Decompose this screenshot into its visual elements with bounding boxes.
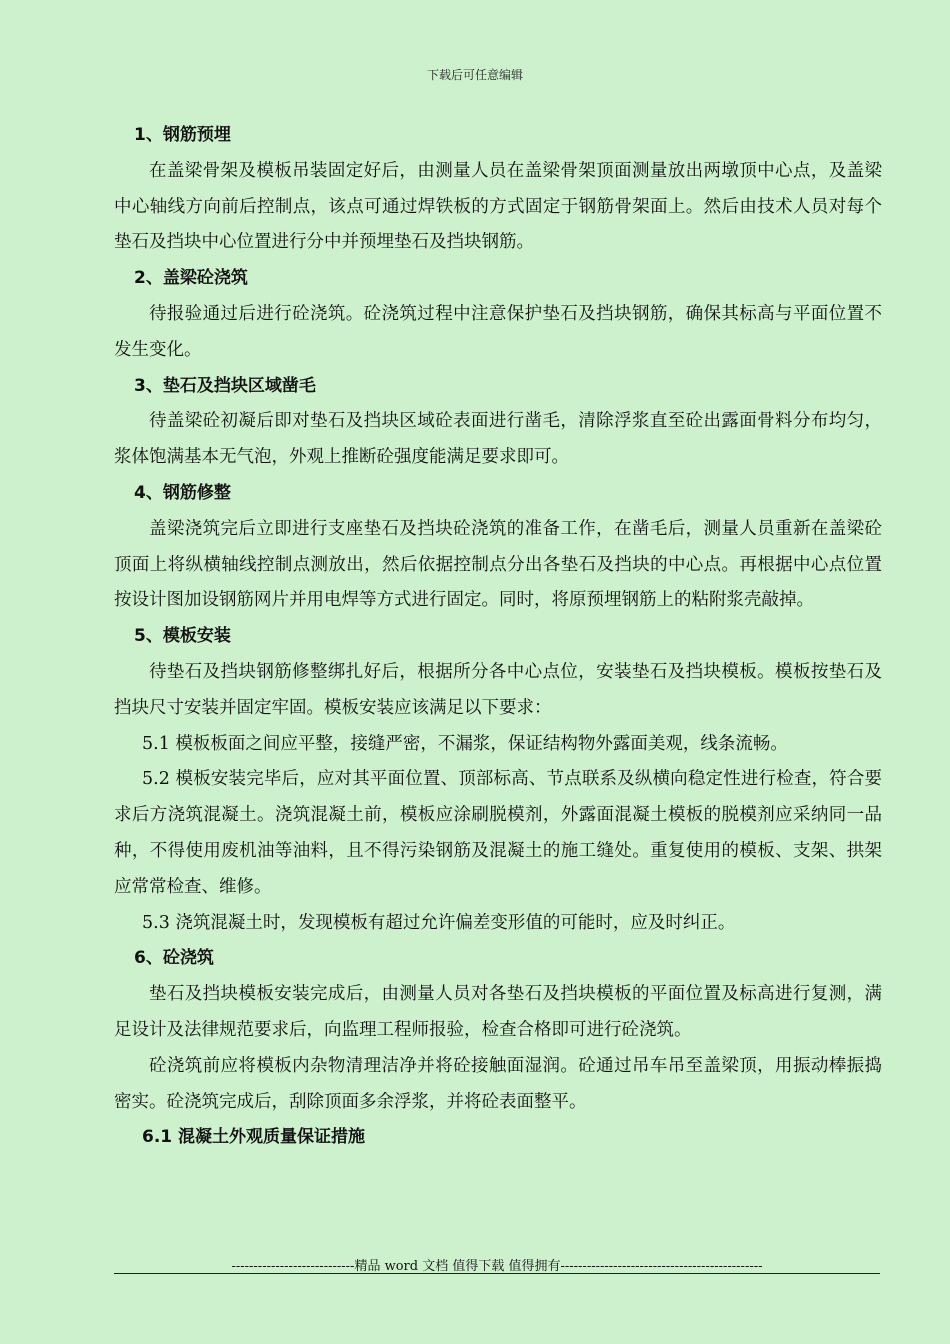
list-item bbox=[114, 906, 882, 942]
section-heading: 4、钢筋修整 bbox=[134, 482, 231, 503]
page-header: 下载后可任意编辑 bbox=[426, 68, 523, 82]
list-item bbox=[114, 727, 882, 763]
footer-divider bbox=[114, 1273, 880, 1274]
section-heading: 2、盖梁砼浇筑 bbox=[134, 268, 248, 289]
list-item-text: 5.1 模板板面之间应平整，接缝严密，不漏浆，保证结构物外露面美观，线条流畅。 bbox=[142, 733, 788, 754]
list-item-text: 5.3 浇筑混凝土时，发现模板有超过允许偏差变形值的可能时，应及时纠正。 bbox=[142, 912, 736, 933]
list-item bbox=[114, 762, 882, 905]
section-heading: 5、模板安装 bbox=[134, 626, 231, 647]
section-heading: 1、钢筋预埋 bbox=[134, 125, 231, 145]
paragraph: 在盖梁骨架及模板吊装固定好后，由测量人员在盖梁骨架顶面测量放出两墩顶中心点，及盖梁中心轴线方向前后控制点，该点可通过焊铁板的方式固定于钢筋骨架面上。然后由技术人员对每个垫石及挡块中心位置进行分中并预埋垫石及挡块钢筋。 bbox=[114, 160, 882, 253]
paragraph: 待报验通过后进行砼浇筑。砼浇筑过程中注意保护垫石及挡块钢筋，确保其标高与平面位置不发生变化。 bbox=[114, 303, 882, 360]
paragraph: 垫石及挡块模板安装完成后，由测量人员对各垫石及挡块模板的平面位置及标高进行复测，满足设计及法律规范要求后，向监理工程师报验，检查合格即可进行砼浇筑。 bbox=[114, 984, 882, 1040]
section-heading: 6、砼浇筑 bbox=[134, 948, 214, 969]
page-footer: ----------------------------精品 word 文档 值得下载 值得拥有---------------------------------------------- bbox=[231, 1259, 763, 1274]
list-item-text: 5.2 模板安装完毕后，应对其平面位置、顶部标高、节点联系及纵横向稳定性进行检查，符合要求后方浇筑混凝土。浇筑混凝土前，模板应涂刷脱模剂，外露面混凝土模板的脱模剂应采纳同一品种，不得使用废机油等油料，且不得污染钢筋及混凝土的施工缝处。重复使用的模板、支架、拱架应常常检查、维修。 bbox=[114, 769, 882, 897]
paragraph: 砼浇筑前应将模板内杂物清理洁净并将砼接触面湿润。砼通过吊车吊至盖梁顶，用振动棒振捣密实。砼浇筑完成后，刮除顶面多余浮浆，并将砼表面整平。 bbox=[114, 1055, 882, 1112]
subsection-heading: 6.1 混凝土外观质量保证措施 bbox=[142, 1127, 366, 1148]
paragraph: 待垫石及挡块钢筋修整绑扎好后，根据所分各中心点位，安装垫石及挡块模板。模板按垫石及挡块尺寸安装并固定牢固。模板安装应该满足以下要求： bbox=[114, 661, 882, 718]
paragraph: 待盖梁砼初凝后即对垫石及挡块区域砼表面进行凿毛，清除浮浆直至砼出露面骨料分布均匀，浆体饱满基本无气泡，外观上推断砼强度能满足要求即可。 bbox=[114, 411, 882, 468]
document-body bbox=[114, 118, 882, 1156]
section-heading: 3、垫石及挡块区域凿毛 bbox=[134, 375, 316, 396]
paragraph: 盖梁浇筑完后立即进行支座垫石及挡块砼浇筑的准备工作，在凿毛后，测量人员重新在盖梁砼顶面上将纵横轴线控制点测放出，然后依据控制点分出各垫石及挡块的中心点。再根据中心点位置按设计图加设钢筋网片并用电焊等方式进行固定。同时，将原预埋钢筋上的粘附浆壳敲掉。 bbox=[114, 518, 882, 611]
